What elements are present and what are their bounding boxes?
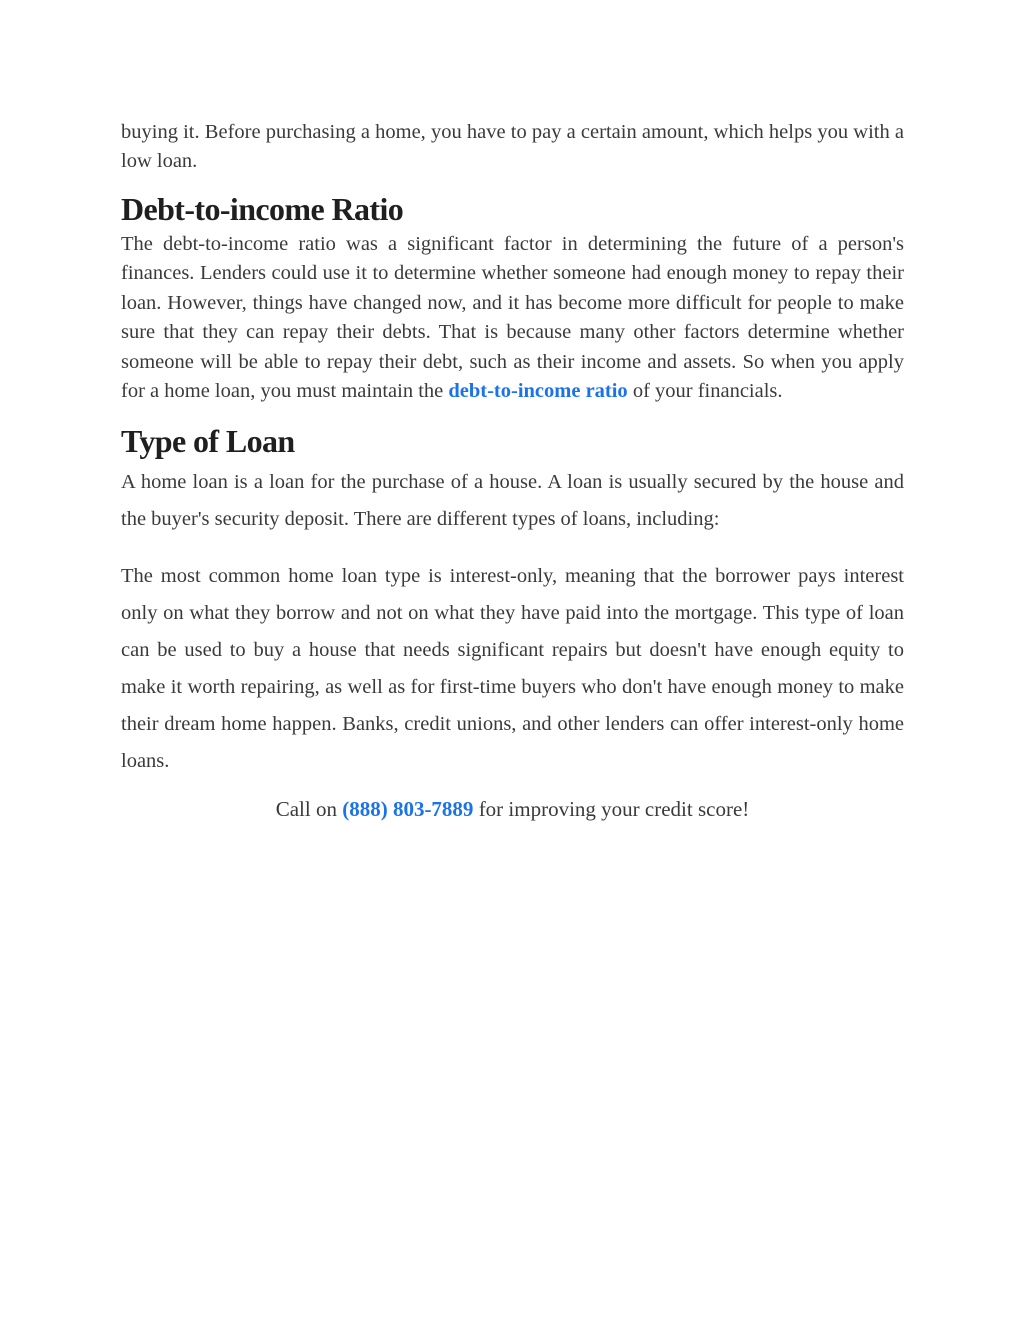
home-loan-paragraph: A home loan is a loan for the purchase of a house. A loan is usually secured by the house and the buyer's security deposit. There are different types of loans, including: — [121, 471, 904, 530]
call-to-action — [121, 794, 904, 824]
interest-only-paragraph: The most common home loan type is interest-only, meaning that the borrower pays interest only on what they borrow and not on what they have paid into the mortgage. This type of loan can be used to buy a house that needs significant repairs but doesn't have enough equity to make it worth repairing, as well as for first-time buyers who don't have enough money to make their dream home happen. Banks, credit unions, and other lenders can offer interest-only home loans. — [121, 565, 904, 773]
debt-to-income-heading: Debt-to-income Ratio — [121, 191, 404, 227]
debt-paragraph-text: The debt-to-income ratio was a significant factor in determining the future of a person's finances. Lenders could use it to determine whether someone had enough money to repay their loan. However, things have changed now, and it has become more difficult for people to make sure that they can repay their debts. That is because many other factors determine whether someone will be able to repay their debt, such as their income and assets. So when you apply for a home loan, you must maintain the — [121, 233, 904, 403]
debt-to-income-paragraph — [121, 230, 904, 406]
document-body — [121, 118, 904, 824]
phone-number-link[interactable]: (888) 803-7889 — [342, 797, 474, 822]
cta-suffix: for improving your credit score! — [473, 797, 750, 822]
type-of-loan-heading: Type of Loan — [121, 423, 295, 460]
intro-paragraph: buying it. Before purchasing a home, you have to pay a certain amount, which helps you with a low loan. — [121, 121, 904, 172]
debt-paragraph-tail: of your financials. — [627, 380, 783, 403]
cta-prefix: Call on — [275, 797, 343, 822]
debt-to-income-ratio-link[interactable]: debt-to-income ratio — [448, 380, 628, 403]
